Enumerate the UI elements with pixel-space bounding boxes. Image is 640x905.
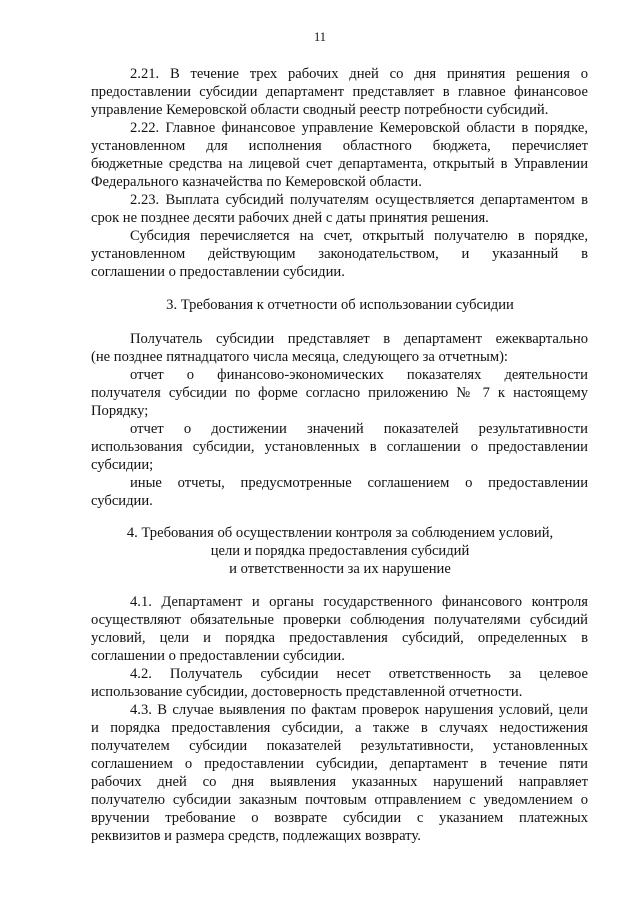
text-line: использования субсидии, установленных в соглашении о предоставлении xyxy=(91,439,588,455)
text-line: (не позднее пятнадцатого числа месяца, следующего за отчетным): xyxy=(91,349,508,365)
text-line: и порядка предоставления субсидии, а также в случаях недостижения xyxy=(91,720,588,736)
text-line: получателю субсидии заказным почтовым отправлением с уведомлением о xyxy=(91,792,588,808)
text-line: 4.3. В случае выявления по фактам проверок нарушения условий, цели xyxy=(130,702,588,718)
text-line: отчет о достижении значений показателей результативности xyxy=(130,421,588,437)
text-line: использование субсидии, достоверность представленной отчетности. xyxy=(91,684,523,700)
text-line: 2.23. Выплата субсидий получателям осуществляется департаментом в xyxy=(130,192,588,208)
text-line: соглашении о предоставлении субсидии. xyxy=(91,648,345,664)
text-line: субсидии. xyxy=(91,493,153,509)
text-line: Порядку; xyxy=(91,403,149,419)
text-line: вручении требование о возврате субсидии с указанием платежных xyxy=(91,810,588,826)
text-line: бюджетные средства на лицевой счет департамента, открытый в Управлении xyxy=(91,156,588,172)
text-line: соглашением о предоставлении субсидии, департамент в течение пяти xyxy=(91,756,588,772)
text-line: 2.21. В течение трех рабочих дней со дня принятия решения о xyxy=(130,66,588,82)
text-line: субсидии; xyxy=(91,457,154,473)
text-line: срок не позднее десяти рабочих дней с даты принятия решения. xyxy=(91,210,489,226)
text-line: Получатель субсидии представляет в департамент ежеквартально xyxy=(130,331,588,347)
text-line: установленном действующим законодательством, и указанный в xyxy=(91,246,588,262)
text-line: реквизитов и размера средств, подлежащих возврату. xyxy=(91,828,421,844)
section-heading-line: 3. Требования к отчетности об использовании субсидии xyxy=(166,297,514,313)
text-line: предоставлении субсидии департамент представляет в главное финансовое xyxy=(91,84,588,100)
text-line: 2.22. Главное финансовое управление Кемеровской области в порядке, xyxy=(130,120,588,136)
text-line: установленном для исполнения областного бюджета, перечисляет xyxy=(91,138,588,154)
text-line: получателя субсидии по форме согласно приложению № 7 к настоящему xyxy=(91,385,588,401)
text-line: условий, цели и порядка предоставления субсидий, определенных в xyxy=(91,630,588,646)
text-line: Федерального казначейства по Кемеровской области. xyxy=(91,174,422,190)
text-line: отчет о финансово-экономических показателях деятельности xyxy=(130,367,588,383)
text-line: управление Кемеровской области сводный реестр потребности субсидий. xyxy=(91,102,549,118)
text-line: Субсидия перечисляется на счет, открытый получателю в порядке, xyxy=(130,228,588,244)
section-heading-line: 4. Требования об осуществлении контроля за соблюдением условий, xyxy=(126,525,554,541)
text-line: осуществляют обязательные проверки соблюдения получателями субсидий xyxy=(91,612,588,628)
text-line: иные отчеты, предусмотренные соглашением о предоставлении xyxy=(130,475,588,491)
page-number: 11 xyxy=(313,30,327,44)
text-line: 4.2. Получатель субсидии несет ответственность за целевое xyxy=(130,666,588,682)
section-heading-line: и ответственности за их нарушение xyxy=(229,561,451,577)
text-line: получателем субсидии показателей результативности, установленных xyxy=(91,738,588,754)
section-heading-line: цели и порядка предоставления субсидий xyxy=(210,543,470,559)
text-line: рабочих дней со дня выявления указанных нарушений направляет xyxy=(91,774,588,790)
text-line: соглашении о предоставлении субсидии. xyxy=(91,264,345,280)
text-line: 4.1. Департамент и органы государственного финансового контроля xyxy=(130,594,588,610)
